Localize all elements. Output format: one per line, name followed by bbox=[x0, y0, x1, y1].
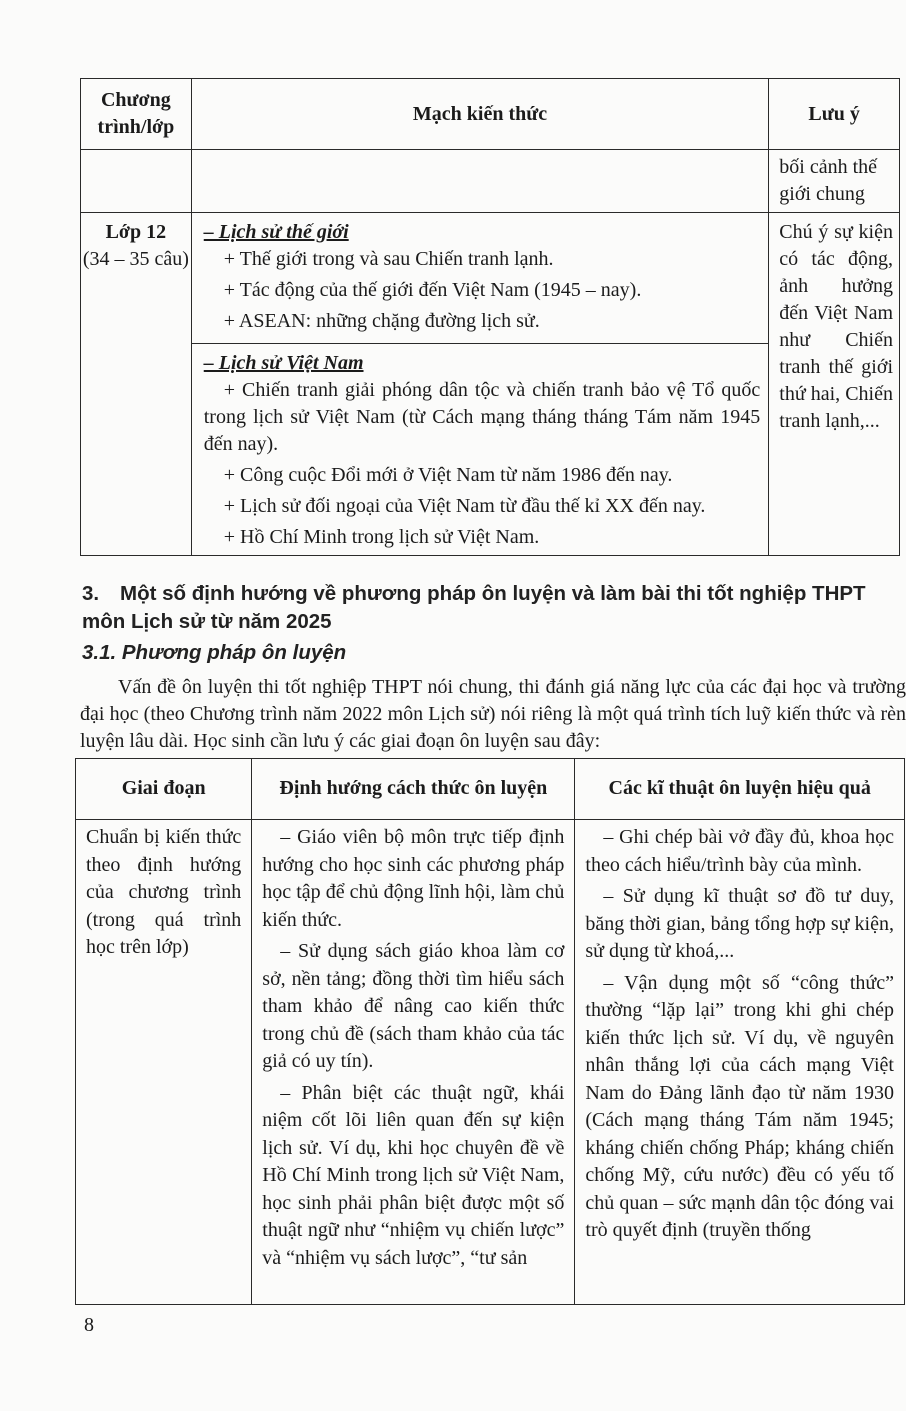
table-row bbox=[76, 820, 905, 1305]
header-techniques: Các kĩ thuật ôn luyện hiệu quả bbox=[575, 759, 905, 820]
section-3-1-heading: 3.1. Phương pháp ôn luyện bbox=[82, 641, 347, 664]
curriculum-table bbox=[80, 78, 900, 556]
technique-item: – Ghi chép bài vở đầy đủ, khoa học theo cách hiểu/trình bày của mình. bbox=[585, 826, 894, 876]
list-item: + Tác động của thế giới đến Việt Nam (1945 – nay). bbox=[223, 279, 642, 301]
revision-table bbox=[75, 758, 905, 1305]
note-cell: Chú ý sự kiện có tác động, ảnh hưởng đến Việt Nam như Chiến tranh thế giới thứ hai, Chiến tranh lạnh,... bbox=[769, 213, 900, 556]
table-row bbox=[81, 150, 900, 213]
orientation-item: – Sử dụng sách giáo khoa làm cơ sở, nền tảng; đồng thời tìm hiểu sách tham khảo để nâng cao kiến thức trong chủ đề (sách tham khảo của tác giả có uy tín). bbox=[262, 940, 565, 1072]
table-header-row bbox=[81, 79, 900, 150]
table-header-row bbox=[76, 759, 905, 820]
list-item: + ASEAN: những chặng đường lịch sử. bbox=[223, 310, 540, 332]
page-number: 8 bbox=[84, 1314, 94, 1336]
header-note: Lưu ý bbox=[769, 79, 900, 150]
technique-item: – Vận dụng một số “công thức” thường “lặp lại” trong khi ghi chép kiến thức lịch sử. Ví dụ, về nguyên nhân thắng lợi của cách mạng Việt Nam do Đảng lãnh đạo từ năm 1930 (Cách mạng tháng Tám năm 1945; kháng chiến chống Pháp; kháng chiến chống Mỹ, cứu nước) đều có yếu tố chủ quan – sức mạnh dân tộc đóng vai trò quyết định (truyền thống bbox=[585, 971, 894, 1241]
vn-history-heading: – Lịch sử Việt Nam bbox=[203, 352, 364, 374]
section-3-heading bbox=[82, 580, 906, 636]
table-row bbox=[81, 213, 900, 344]
list-item: + Công cuộc Đổi mới ở Việt Nam từ năm 1986 đến nay. bbox=[223, 464, 673, 486]
orientation-item: – Phân biệt các thuật ngữ, khái niệm cốt lõi liên quan đến sự kiện lịch sử. Ví dụ, khi học chuyên đề về Hồ Chí Minh trong lịch sử Việt Nam, học sinh phải phân biệt được một số thuật ngữ như “nhiệm vụ chiến lược” và “nhiệm vụ sách lược”, “tư sản bbox=[262, 1081, 565, 1269]
list-item: + Hồ Chí Minh trong lịch sử Việt Nam. bbox=[223, 526, 540, 548]
intro-paragraph: Vấn đề ôn luyện thi tốt nghiệp THPT nói chung, thi đánh giá năng lực của các đại học và trường đại học (theo Chương trình năm 2022 môn Lịch sử) nói riêng là một quá trình tích luỹ kiến thức và rèn luyện lâu dài. Học sinh cần lưu ý các giai đoạn ôn luyện sau đây: bbox=[80, 676, 906, 752]
orientation-item: – Giáo viên bộ môn trực tiếp định hướng cho học sinh các phương pháp học tập để chủ động lĩnh hội, làm chủ kiến thức. bbox=[262, 826, 565, 931]
header-stage: Giai đoạn bbox=[76, 759, 252, 820]
note-continued: bối cảnh thế giới chung bbox=[769, 150, 900, 213]
list-item: + Lịch sử đối ngoại của Việt Nam từ đầu thế kỉ XX đến nay. bbox=[223, 495, 706, 517]
grade-count: (34 – 35 câu) bbox=[82, 248, 189, 270]
section-number: 3. bbox=[82, 582, 100, 605]
header-program: Chương trình/lớp bbox=[81, 79, 192, 150]
list-item: + Thế giới trong và sau Chiến tranh lạnh. bbox=[223, 248, 554, 270]
world-history-heading: – Lịch sử thế giới bbox=[203, 221, 349, 243]
grade-label: Lớp 12 bbox=[105, 221, 167, 243]
list-item: + Chiến tranh giải phóng dân tộc và chiến tranh bảo vệ Tổ quốc trong lịch sử Việt Nam (từ Cách mạng tháng tháng Tám năm 1945 đến nay). bbox=[203, 379, 761, 455]
header-orientation: Định hướng cách thức ôn luyện bbox=[252, 759, 575, 820]
header-knowledge: Mạch kiến thức bbox=[191, 79, 769, 150]
technique-item: – Sử dụng kĩ thuật sơ đồ tư duy, băng thời gian, bảng tổng hợp sự kiện, sử dụng từ khoá,... bbox=[585, 885, 894, 962]
section-title: Một số định hướng về phương pháp ôn luyện và làm bài thi tốt nghiệp THPT môn Lịch sử từ năm 2025 bbox=[82, 582, 866, 633]
stage-cell: Chuẩn bị kiến thức theo định hướng của chương trình (trong quá trình học trên lớp) bbox=[86, 826, 242, 958]
